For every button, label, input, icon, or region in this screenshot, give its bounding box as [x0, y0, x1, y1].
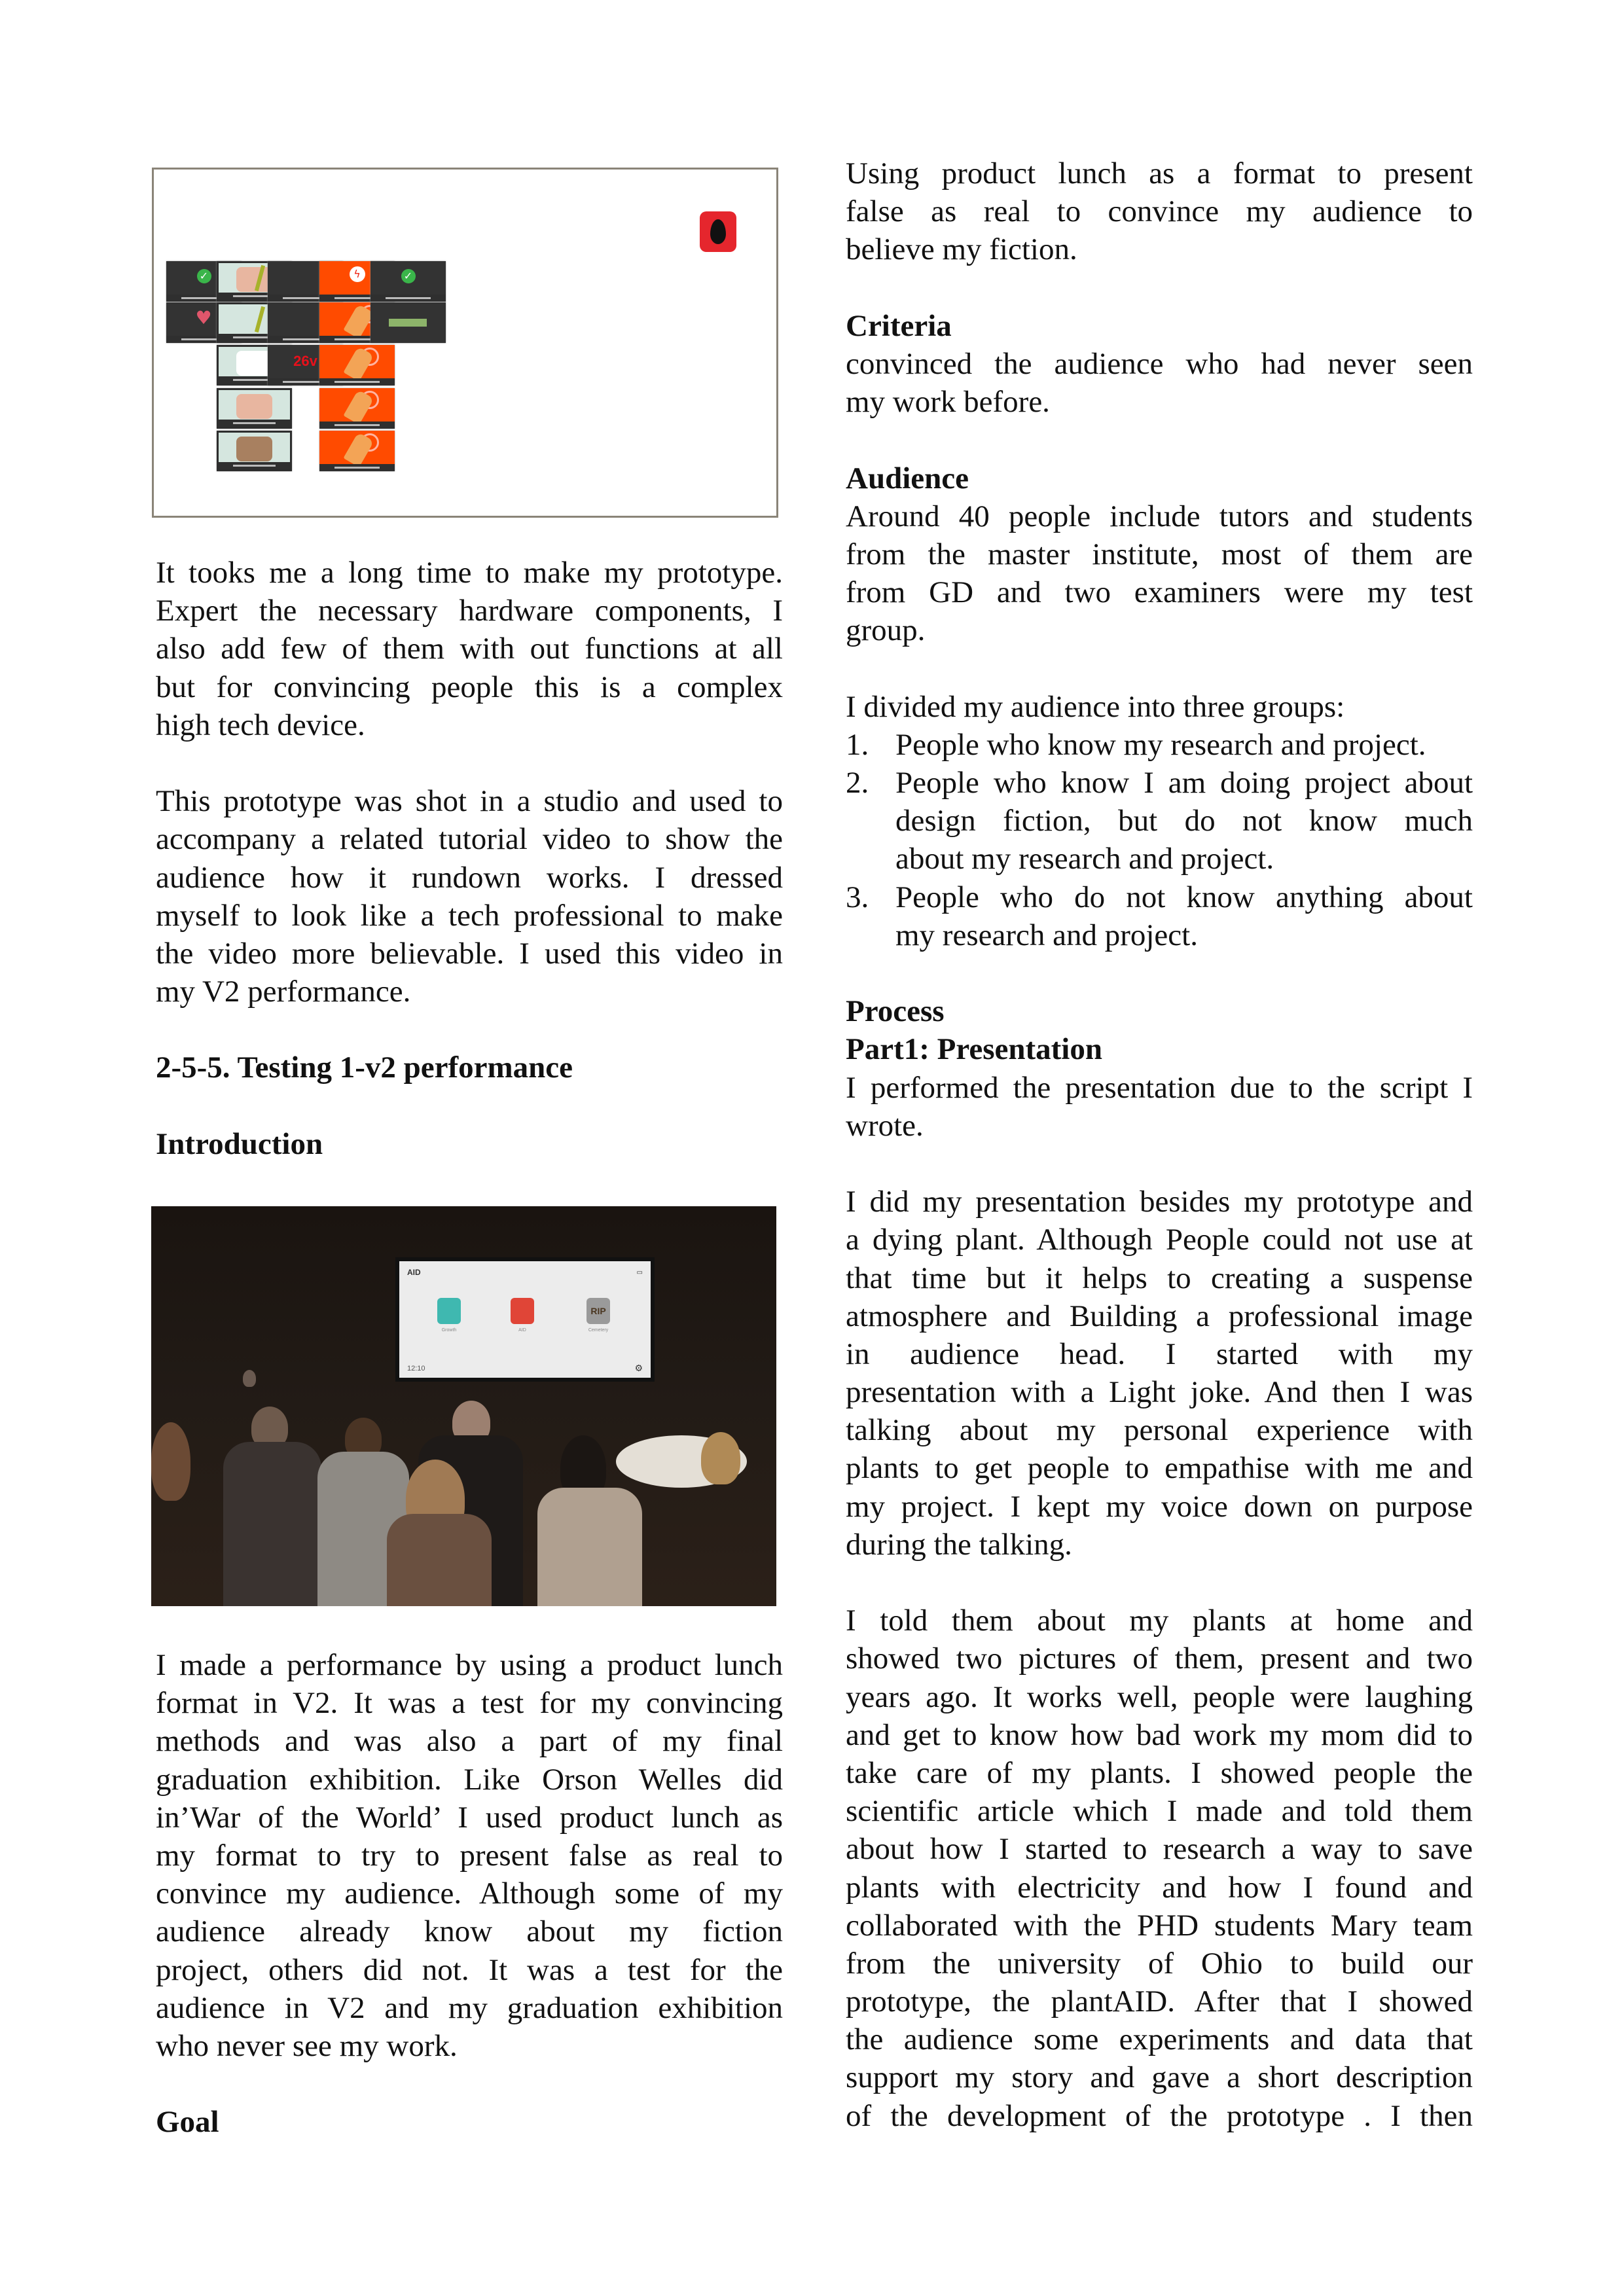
left-column-lower — [156, 1646, 783, 2141]
text-line: I made a performance by using a product lunch — [156, 1648, 783, 1682]
check-icon: ✓ — [401, 269, 416, 283]
text-line: about how I started to research a way to save — [846, 1832, 1473, 1867]
criteria-heading: Criteria — [846, 308, 952, 343]
text-line: support my story and gave a short description — [846, 2060, 1473, 2095]
text-line: myself to look like a tech professional to make — [156, 898, 783, 933]
text-line: audience how it rundown works. I dressed — [156, 860, 783, 895]
right-column — [846, 154, 1473, 2135]
growth-app-icon — [437, 1298, 461, 1324]
text-line: group. — [846, 613, 926, 648]
text-line: a dying plant. Although People could not use at — [846, 1223, 1473, 1257]
criteria-text — [846, 345, 1473, 421]
list-item — [846, 726, 1473, 764]
text-line: and get to know how bad work my mom did to — [846, 1717, 1473, 1752]
text-line: wrote. — [846, 1108, 924, 1143]
text-line: false as real to convince my audience to — [846, 194, 1473, 229]
icon-label: Growth — [441, 1328, 457, 1333]
performance-photo — [151, 1206, 776, 1606]
text-line: Using product lunch as a format to present — [846, 156, 1473, 190]
text-line: This prototype was shot in a studio and used to — [156, 784, 783, 819]
text-line: about my research and project. — [895, 842, 1274, 876]
text-line: People who know I am doing project about — [895, 766, 1473, 800]
paragraph-studio — [156, 782, 783, 1011]
text-line: the video more believable. I used this video in — [156, 936, 783, 971]
aid-app-icon — [511, 1298, 534, 1324]
heart-icon: ♥ — [195, 307, 212, 329]
text-line: format in V2. It was a test for my convincing — [156, 1686, 783, 1721]
text-line: project, others did not. It was a test for the — [156, 1952, 783, 1987]
list-item — [846, 764, 1473, 878]
text-line: in’War of the World’ I used product lunch as — [156, 1800, 783, 1835]
text-line: the audience some experiments and data that — [846, 2022, 1473, 2057]
part1-text — [846, 1069, 1473, 1145]
audience-groups-list — [846, 726, 1473, 954]
text-line: design fiction, but do not know much — [895, 804, 1473, 838]
text-line: I did my presentation besides my prototype and — [846, 1185, 1473, 1219]
text-line: convince my audience. Although some of my — [156, 1876, 783, 1911]
text-line: convinced the audience who had never seen — [846, 346, 1473, 381]
text-line: also add few of them with out functions at all — [156, 632, 783, 666]
text-line: audience already know about my fiction — [156, 1914, 783, 1949]
goal-heading: Goal — [156, 2105, 219, 2140]
text-line: showed two pictures of them, present and two — [846, 1641, 1473, 1676]
text-line: Around 40 people include tutors and students — [846, 499, 1473, 533]
paragraph-performance — [156, 1646, 783, 2065]
text-line: take care of my plants. I showed people the — [846, 1755, 1473, 1790]
text-line: from the master institute, most of them are — [846, 537, 1473, 571]
icon-label: Cemetery — [588, 1328, 609, 1333]
text-line: in audience head. I started with my — [846, 1336, 1473, 1371]
lightning-icon: ϟ — [350, 266, 365, 282]
storyboard-tile — [217, 388, 292, 429]
audience-text — [846, 497, 1473, 650]
storyboard-figure — [152, 168, 778, 518]
text-line: atmosphere and Building a professional image — [846, 1299, 1473, 1333]
text-line: during the talking. — [846, 1527, 1072, 1562]
text-line: prototype, the plantAID. After that I showed — [846, 1984, 1473, 2019]
text-line: audience in V2 and my graduation exhibition — [156, 1990, 783, 2025]
storyboard-tile — [217, 431, 292, 471]
text-line: plants to get people to empathise with me and — [846, 1451, 1473, 1486]
text-line: my work before. — [846, 385, 1050, 420]
text-line: of the development of the prototype . I then — [846, 2098, 1473, 2133]
left-column — [156, 554, 783, 1163]
text-line: but for convincing people this is a complex — [156, 670, 783, 704]
storyboard-tile — [319, 345, 395, 386]
battery-icon: ▭ — [636, 1269, 643, 1276]
projection-screen — [395, 1257, 655, 1382]
paragraph-prototype — [156, 554, 783, 744]
text-line: from the university of Ohio to build our — [846, 1946, 1473, 1981]
paragraph-plants — [846, 1602, 1473, 2135]
check-icon: ✓ — [197, 269, 211, 283]
text-line: my format to try to present false as real to — [156, 1838, 783, 1873]
list-number: 1. — [846, 727, 869, 762]
text-line: my project. I kept my voice down on purpose — [846, 1489, 1473, 1524]
storyboard-tile — [319, 431, 395, 471]
storyboard-tile — [370, 302, 446, 343]
text-line: my research and project. — [895, 918, 1198, 952]
text-line: that time but it helps to creating a suspense — [846, 1261, 1473, 1295]
text-line: It tooks me a long time to make my prototype. — [156, 556, 783, 590]
text-line: People who know my research and project. — [895, 727, 1426, 762]
text-line: talking about my personal experience with — [846, 1413, 1473, 1448]
text-line: I performed the presentation due to the script I — [846, 1070, 1473, 1105]
text-line: People who do not know anything about — [895, 880, 1473, 914]
screen-logo: AID — [407, 1268, 421, 1277]
text-line: who never see my work. — [156, 2028, 458, 2063]
list-number: 3. — [846, 880, 869, 914]
text-line: methods and was also a part of my final — [156, 1724, 783, 1759]
text-line: Expert the necessary hardware components, I — [156, 594, 783, 628]
gear-icon: ⚙ — [634, 1363, 643, 1374]
text-line: years ago. It works well, people were laughing — [846, 1679, 1473, 1714]
text-line: accompany a related tutorial video to show the — [156, 822, 783, 857]
screen-time: 12:10 — [407, 1365, 425, 1372]
text-line: I told them about my plants at home and — [846, 1604, 1473, 1638]
audience-heading: Audience — [846, 461, 969, 495]
groups-intro — [846, 688, 1473, 726]
confirm-button-graphic — [389, 319, 427, 327]
text-line: believe my fiction. — [846, 232, 1077, 267]
text-line: from GD and two examiners were my test — [846, 575, 1473, 610]
text-line: collaborated with the PHD students Mary team — [846, 1908, 1473, 1943]
storyboard-tile — [319, 388, 395, 429]
process-heading: Process — [846, 994, 945, 1029]
icon-label: AID — [518, 1328, 526, 1333]
goal-text — [846, 154, 1473, 269]
text-line: high tech device. — [156, 708, 365, 742]
list-number: 2. — [846, 766, 869, 800]
list-item — [846, 878, 1473, 954]
cemetery-app-icon: RIP — [586, 1298, 610, 1324]
plant-app-icon — [700, 211, 736, 252]
introduction-heading: Introduction — [156, 1126, 323, 1161]
paragraph-presentation — [846, 1183, 1473, 1564]
storyboard-tile — [370, 261, 446, 302]
text-line: plants with electricity and how I found and — [846, 1870, 1473, 1905]
text-line: I divided my audience into three groups: — [846, 689, 1345, 724]
text-line: presentation with a Light joke. And then I was — [846, 1375, 1473, 1410]
voltage-reading: 26v — [293, 353, 317, 369]
text-line: scientific article which I made and told them — [846, 1794, 1473, 1829]
section-heading: 2-5-5. Testing 1-v2 performance — [156, 1050, 573, 1085]
leaf-icon — [710, 219, 726, 244]
text-line: graduation exhibition. Like Orson Welles did — [156, 1762, 783, 1797]
text-line: my V2 performance. — [156, 975, 411, 1009]
part1-heading: Part1: Presentation — [846, 1032, 1102, 1067]
